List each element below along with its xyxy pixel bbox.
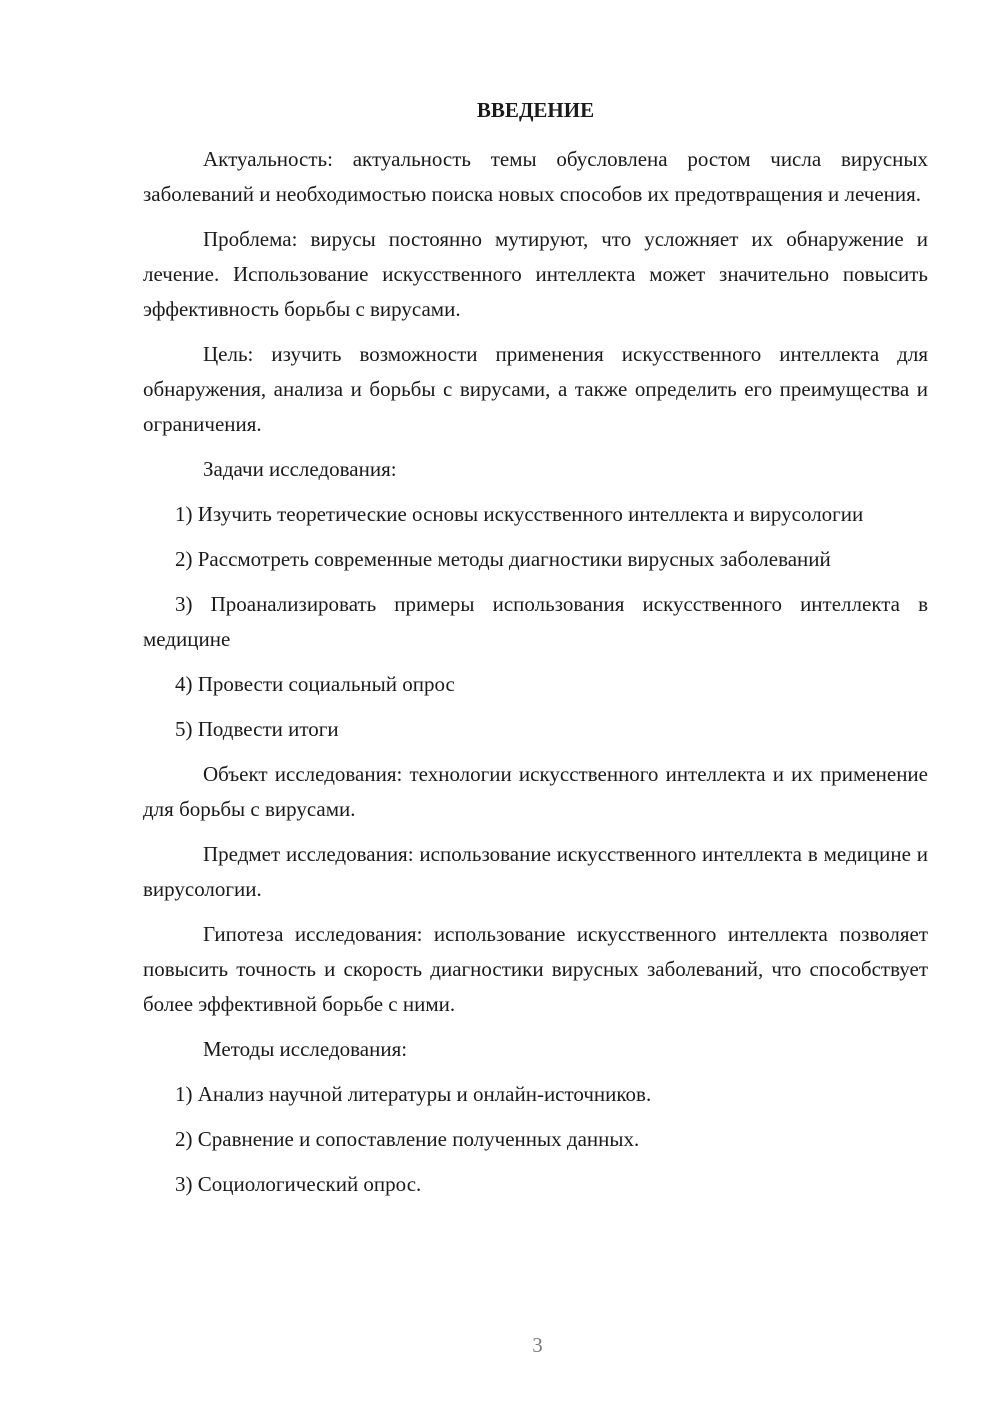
methods-heading: Методы исследования:: [203, 1037, 408, 1061]
problem-paragraph: Проблема: вирусы постоянно мутируют, что усложняет их обнаружение и лечение. Использование искусственного интеллекта может значительно повысить эффективность борьбы с вирусами.: [143, 227, 928, 321]
task-item: 5) Подвести итоги: [175, 717, 339, 741]
method-item: 1) Анализ научной литературы и онлайн-источников.: [175, 1082, 652, 1106]
method-item: 3) Социологический опрос.: [175, 1172, 422, 1196]
method-item: 2) Сравнение и сопоставление полученных данных.: [175, 1127, 640, 1151]
page-number: 3: [532, 1333, 543, 1357]
object-paragraph: Объект исследования: технологии искусственного интеллекта и их применение для борьбы с вирусами.: [143, 762, 928, 821]
goal-paragraph: Цель: изучить возможности применения искусственного интеллекта для обнаружения, анализа и борьбы с вирусами, а также определить его преимущества и ограничения.: [143, 342, 928, 436]
task-item: 1) Изучить теоретические основы искусственного интеллекта и вирусологии: [175, 502, 864, 526]
tasks-heading: Задачи исследования:: [203, 457, 397, 481]
subject-paragraph: Предмет исследования: использование искусственного интеллекта в медицине и вирусологии.: [143, 842, 928, 901]
task-item: 2) Рассмотреть современные методы диагностики вирусных заболеваний: [175, 547, 831, 571]
relevance-paragraph: Актуальность: актуальность темы обусловлена ростом числа вирусных заболеваний и необходимостью поиска новых способов их предотвращения и лечения.: [143, 147, 928, 206]
task-item: 3) Проанализировать примеры использования искусственного интеллекта в медицине: [143, 592, 928, 651]
hypothesis-paragraph: Гипотеза исследования: использование искусственного интеллекта позволяет повысить точность и скорость диагностики вирусных заболеваний, что способствует более эффективной борьбе с ними.: [143, 922, 928, 1016]
page-title: ВВЕДЕНИЕ: [476, 98, 595, 122]
document-page: [143, 94, 928, 1212]
task-item: 4) Провести социальный опрос: [175, 672, 455, 696]
